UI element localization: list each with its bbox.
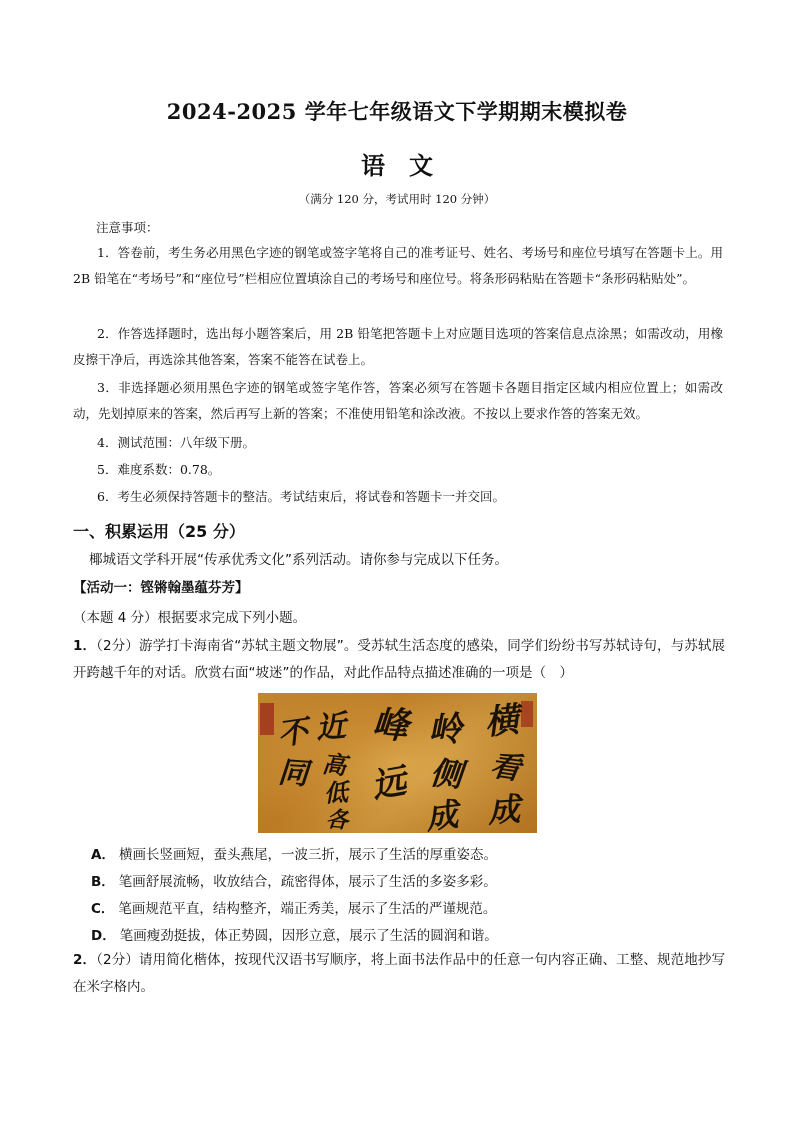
notes-heading: 注意事项： <box>96 220 159 235</box>
note-item: 4．测试范围：八年级下册。 <box>97 435 255 450</box>
calligraphy-char: 成 <box>486 789 522 831</box>
note-item: 6．考生必须保持答题卡的整洁。考试结束后，将试卷和答题卡一并交回。 <box>97 489 505 504</box>
activity-note: （本题 4 分）根据要求完成下列小题。 <box>73 610 307 626</box>
note-item: 5．难度系数：0.78。 <box>97 462 221 477</box>
calligraphy-char: 峰 <box>370 702 410 748</box>
question-number: 1． <box>73 638 97 654</box>
option-d[interactable]: D． 笔画瘦劲挺拔，体正势圆，因形立意，展示了生活的圆润和谐。 <box>91 928 498 944</box>
calligraphy-char: 不 <box>275 713 311 753</box>
calligraphy-char: 岭 <box>426 709 463 751</box>
question-1 <box>73 633 725 687</box>
seal-stamp-left <box>260 703 274 735</box>
question-2 <box>73 947 725 1001</box>
question-text: 请用简化楷体，按现代汉语书写顺序，将上面书法作品中的任意一句内容正确、工整、规范地抄写在米字格内。 <box>73 952 725 995</box>
exam-title: 2024-2025 学年七年级语文下学期期末模拟卷 <box>166 99 628 124</box>
calligraphy-char: 同 <box>276 755 310 793</box>
calligraphy-artwork <box>258 693 537 833</box>
calligraphy-char: 高 <box>320 748 348 781</box>
note-item: 1．答卷前，考生务必用黑色字迹的钢笔或签字笔将自己的准考证号、姓名、考场号和座位号填写在答题卡上。用 2B 铅笔在“考场号”和“座位号”栏相应位置填涂自己的考场号和座位号。将条形码粘贴在答题卡“条形码粘贴处”。 <box>73 245 723 286</box>
calligraphy-char: 成 <box>423 795 461 833</box>
question-text: 游学打卡海南省“苏轼主题文物展”。受苏轼生活态度的感染，同学们纷纷书写苏轼诗句，与苏轼展开跨越千年的对话。欣赏右面“坡迷”的作品，对此作品特点描述准确的一项是（ ） <box>73 638 725 681</box>
note-item: 3．非选择题必须用黑色字迹的钢笔或签字笔作答，答案必须写在答题卡各题目指定区域内相应位置上；如需改动，先划掉原来的答案，然后再写上新的答案；不准使用铅笔和涂改液。不按以上要求作答的答案无效。 <box>73 380 723 421</box>
calligraphy-char: 横 <box>482 699 521 744</box>
calligraphy-image <box>258 693 537 833</box>
option-b[interactable]: B． 笔画舒展流畅，收放结合，疏密得体，展示了生活的多姿多彩。 <box>91 874 497 890</box>
question-score: （2分） <box>96 952 140 968</box>
calligraphy-char: 侧 <box>428 753 464 795</box>
section-intro: 椰城语文学科开展“传承优秀文化”系列活动。请你参与完成以下任务。 <box>89 552 508 568</box>
calligraphy-char: 看 <box>488 748 523 788</box>
note-item: 2．作答选择题时，选出每小题答案后，用 2B 铅笔把答题卡上对应题目选项的答案信息点涂黑；如需改动，用橡皮擦干净后，再选涂其他答案，答案不能答在试卷上。 <box>73 326 723 367</box>
activity-heading: 【活动一：铿锵翰墨蕴芬芳】 <box>73 580 249 596</box>
section-heading: 一、积累运用（25 分） <box>73 522 245 541</box>
calligraphy-char: 各 <box>324 806 350 833</box>
score-time-line: （满分 120 分，考试用时 120 分钟） <box>298 192 496 206</box>
option-c[interactable]: C． 笔画规范平直，结构整齐，端正秀美，展示了生活的严谨规范。 <box>91 901 497 917</box>
question-number: 2． <box>73 952 97 968</box>
calligraphy-char: 近 <box>314 708 348 747</box>
subject-title: 语文 <box>361 151 457 180</box>
calligraphy-char: 低 <box>322 777 349 808</box>
question-score: （2分） <box>96 638 139 654</box>
calligraphy-char: 远 <box>368 761 410 807</box>
option-a[interactable]: A． 横画长竖画短，蚕头燕尾，一波三折，展示了生活的厚重姿态。 <box>91 847 497 863</box>
seal-stamp-right <box>521 701 533 727</box>
